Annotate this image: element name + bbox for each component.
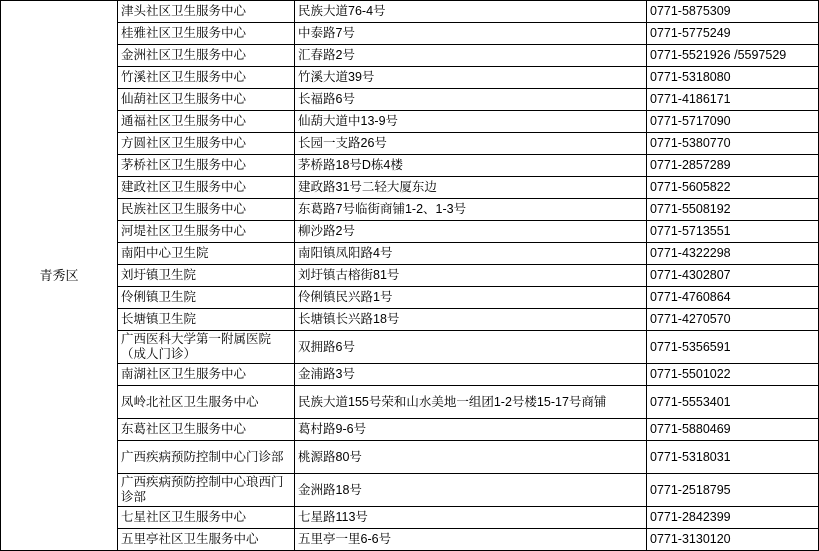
clinic-phone-cell: 0771-4322298 — [647, 243, 819, 265]
clinic-phone-cell: 0771-2518795 — [647, 474, 819, 507]
clinic-phone-cell: 0771-5713551 — [647, 221, 819, 243]
clinic-name-cell: 茅桥社区卫生服务中心 — [118, 155, 295, 177]
clinic-name-cell: 七星社区卫生服务中心 — [118, 507, 295, 529]
table-row — [1, 1, 819, 23]
table-row — [1, 67, 819, 89]
table-row — [1, 221, 819, 243]
table-body — [1, 1, 819, 551]
clinic-address-cell: 茅桥路18号D栋4楼 — [295, 155, 647, 177]
clinic-address-cell: 双拥路6号 — [295, 331, 647, 364]
clinic-phone-cell: 0771-3130120 — [647, 529, 819, 551]
clinic-name-cell: 刘圩镇卫生院 — [118, 265, 295, 287]
clinic-name-cell: 南阳中心卫生院 — [118, 243, 295, 265]
clinic-phone-cell: 0771-5775249 — [647, 23, 819, 45]
clinic-name-cell: 河堤社区卫生服务中心 — [118, 221, 295, 243]
clinic-name-cell: 南湖社区卫生服务中心 — [118, 364, 295, 386]
clinic-address-cell: 建政路31号二轻大厦东边 — [295, 177, 647, 199]
clinic-name-cell: 通福社区卫生服务中心 — [118, 111, 295, 133]
table-row — [1, 111, 819, 133]
clinic-address-cell: 桃源路80号 — [295, 441, 647, 474]
clinic-phone-cell: 0771-5605822 — [647, 177, 819, 199]
clinic-name-cell: 长塘镇卫生院 — [118, 309, 295, 331]
clinic-name-cell: 仙葫社区卫生服务中心 — [118, 89, 295, 111]
table-row — [1, 441, 819, 474]
clinic-address-cell: 伶俐镇民兴路1号 — [295, 287, 647, 309]
clinic-address-cell: 竹溪大道39号 — [295, 67, 647, 89]
clinic-name-cell: 广西医科大学第一附属医院（成人门诊） — [118, 331, 295, 364]
clinic-phone-cell: 0771-4186171 — [647, 89, 819, 111]
table-row — [1, 364, 819, 386]
clinic-phone-cell: 0771-5508192 — [647, 199, 819, 221]
clinic-name-cell: 东葛社区卫生服务中心 — [118, 419, 295, 441]
table-row — [1, 287, 819, 309]
clinic-phone-cell: 0771-5501022 — [647, 364, 819, 386]
clinic-name-cell: 广西疾病预防控制中心门诊部 — [118, 441, 295, 474]
clinic-phone-cell: 0771-2857289 — [647, 155, 819, 177]
clinic-phone-cell: 0771-5521926 /5597529 — [647, 45, 819, 67]
clinic-address-cell: 葛村路9-6号 — [295, 419, 647, 441]
clinic-address-cell: 长福路6号 — [295, 89, 647, 111]
clinic-name-cell: 津头社区卫生服务中心 — [118, 1, 295, 23]
table-row — [1, 199, 819, 221]
clinic-phone-cell: 0771-5880469 — [647, 419, 819, 441]
clinic-name-cell: 建政社区卫生服务中心 — [118, 177, 295, 199]
clinic-phone-cell: 0771-5356591 — [647, 331, 819, 364]
clinic-address-cell: 长塘镇长兴路18号 — [295, 309, 647, 331]
clinic-name-cell: 民族社区卫生服务中心 — [118, 199, 295, 221]
table-row — [1, 23, 819, 45]
clinic-address-cell: 南阳镇凤阳路4号 — [295, 243, 647, 265]
table-row — [1, 155, 819, 177]
table-row — [1, 177, 819, 199]
clinic-address-cell: 长园一支路26号 — [295, 133, 647, 155]
clinic-address-cell: 东葛路7号临街商铺1-2、1-3号 — [295, 199, 647, 221]
clinic-name-cell: 伶俐镇卫生院 — [118, 287, 295, 309]
clinic-address-cell: 柳沙路2号 — [295, 221, 647, 243]
clinic-phone-cell: 0771-4302807 — [647, 265, 819, 287]
clinic-address-cell: 汇春路2号 — [295, 45, 647, 67]
clinic-name-cell: 凤岭北社区卫生服务中心 — [118, 386, 295, 419]
clinic-phone-cell: 0771-5318080 — [647, 67, 819, 89]
table-row — [1, 45, 819, 67]
clinic-address-cell: 金浦路3号 — [295, 364, 647, 386]
clinic-address-cell: 仙葫大道中13-9号 — [295, 111, 647, 133]
clinic-address-cell: 民族大道76-4号 — [295, 1, 647, 23]
clinic-name-cell: 方圆社区卫生服务中心 — [118, 133, 295, 155]
clinic-name-cell: 竹溪社区卫生服务中心 — [118, 67, 295, 89]
table-row — [1, 89, 819, 111]
clinic-address-cell: 刘圩镇古榕街81号 — [295, 265, 647, 287]
table-row — [1, 386, 819, 419]
table-row — [1, 507, 819, 529]
table-row — [1, 529, 819, 551]
clinic-phone-cell: 0771-5553401 — [647, 386, 819, 419]
clinic-phone-cell: 0771-5717090 — [647, 111, 819, 133]
clinic-phone-cell: 0771-5318031 — [647, 441, 819, 474]
clinic-address-cell: 七星路113号 — [295, 507, 647, 529]
clinic-name-cell: 广西疾病预防控制中心琅西门诊部 — [118, 474, 295, 507]
region-label: 青秀区 — [39, 267, 79, 283]
table-row — [1, 474, 819, 507]
clinic-name-cell: 桂雅社区卫生服务中心 — [118, 23, 295, 45]
clinic-phone-cell: 0771-5380770 — [647, 133, 819, 155]
table-row — [1, 133, 819, 155]
table-row — [1, 243, 819, 265]
clinic-name-cell: 五里亭社区卫生服务中心 — [118, 529, 295, 551]
clinic-phone-cell: 0771-2842399 — [647, 507, 819, 529]
clinic-phone-cell: 0771-4760864 — [647, 287, 819, 309]
clinic-address-cell: 金洲路18号 — [295, 474, 647, 507]
clinic-phone-cell: 0771-4270570 — [647, 309, 819, 331]
clinic-name-cell: 金洲社区卫生服务中心 — [118, 45, 295, 67]
table-row — [1, 309, 819, 331]
clinic-address-cell: 中泰路7号 — [295, 23, 647, 45]
clinic-phone-cell: 0771-5875309 — [647, 1, 819, 23]
table-row — [1, 265, 819, 287]
clinic-address-cell: 五里亭一里6-6号 — [295, 529, 647, 551]
clinic-address-cell: 民族大道155号荣和山水美地一组团1-2号楼15-17号商铺 — [295, 386, 647, 419]
region-cell — [1, 1, 118, 551]
table-row — [1, 419, 819, 441]
table-row — [1, 331, 819, 364]
